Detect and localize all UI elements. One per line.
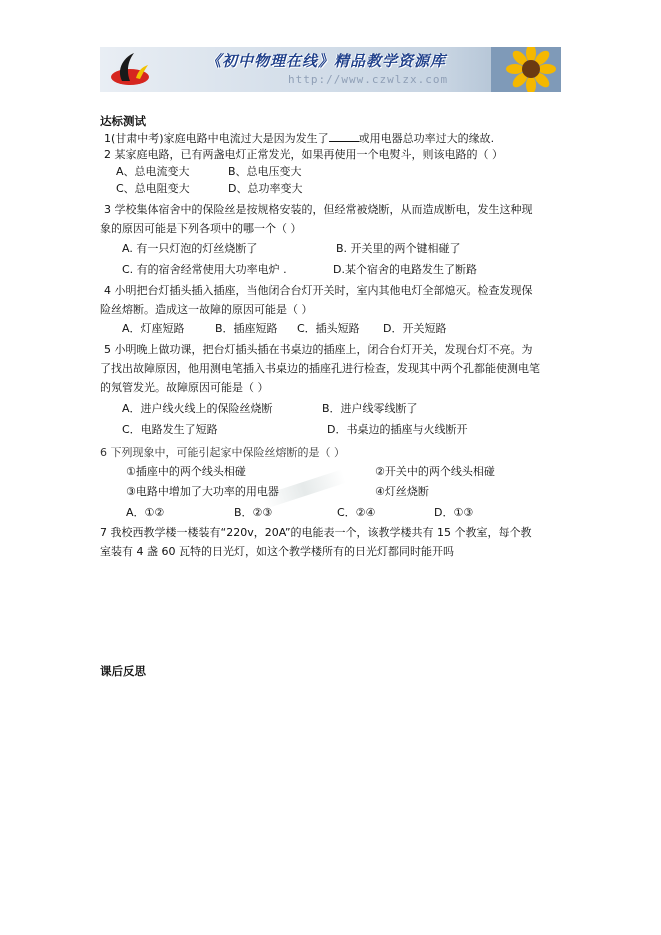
q3-option-a: A. 有一只灯泡的灯丝烧断了 xyxy=(122,242,258,255)
q2-option-d: D、总功率变大 xyxy=(228,182,303,195)
question-3-line-1: 3 学校集体宿舍中的保险丝是按规格安装的，但经常被烧断，从而造成断电，发生这种现 xyxy=(104,203,533,216)
question-6-stem: 6 下列现象中，可能引起家中保险丝熔断的是（ ） xyxy=(100,446,345,459)
q1-answer-blank xyxy=(329,131,359,142)
question-5-line-3: 的氖管发光。故障原因可能是（ ） xyxy=(100,381,269,394)
question-7-line-1: 7 我校西教学楼一楼装有“220v，20A”的电能表一个，该教学楼共有 15 个教室，每个教 xyxy=(100,526,532,539)
header-banner xyxy=(100,47,561,92)
q3-option-c: C. 有的宿舍经常使用大功率电炉 . xyxy=(122,263,287,276)
q1-text-after: 或用电器总功率过大的缘故. xyxy=(358,132,495,145)
banner-url: http://www.czwlzx.com xyxy=(288,73,449,86)
q3-option-d: D.某个宿舍的电路发生了断路 xyxy=(333,263,477,276)
q5-option-a: A．进户线火线上的保险丝烧断 xyxy=(122,402,273,415)
q1-text-before: 1(甘肃中考)家庭电路中电流过大是因为发生了 xyxy=(104,132,329,145)
banner-title: 《初中物理在线》精品教学资源库 xyxy=(206,52,447,70)
question-3-line-2: 象的原因可能是下列各项中的哪一个（ ） xyxy=(100,222,302,235)
q5-option-b: B．进户线零线断了 xyxy=(322,402,418,415)
q6-option-c: C．②④ xyxy=(337,506,376,519)
q2-option-a: A、总电流变大 xyxy=(116,165,190,178)
question-4-line-1: 4 小明把台灯插头插入插座，当他闭合台灯开关时，室内其他电灯全部熄灭。检查发现保 xyxy=(104,284,533,297)
logo-icon xyxy=(106,51,150,89)
question-2-stem: 2 某家庭电路，已有两盏电灯正常发光，如果再使用一个电熨斗，则该电路的（ ） xyxy=(104,148,503,161)
q4-option-b: B．插座短路 xyxy=(215,322,278,335)
q6-option-d: D．①③ xyxy=(434,506,474,519)
question-5-line-2: 了找出故障原因，他用测电笔插入书桌边的插座孔进行检查，发现其中两个孔都能使测电笔 xyxy=(100,362,540,375)
q4-option-a: A．灯座短路 xyxy=(122,322,185,335)
q6-item-4: ④灯丝烧断 xyxy=(375,485,429,498)
q6-item-3: ③电路中增加了大功率的用电器 xyxy=(126,485,279,498)
question-5-line-1: 5 小明晚上做功课，把台灯插头插在书桌边的插座上，闭合台灯开关，发现台灯不亮。为 xyxy=(104,343,533,356)
q2-option-b: B、总电压变大 xyxy=(228,165,302,178)
q4-option-c: C．插头短路 xyxy=(297,322,360,335)
question-1 xyxy=(104,131,494,146)
sunflower-icon xyxy=(491,47,561,92)
section-heading-reflection: 课后反思 xyxy=(100,664,146,678)
q2-option-c: C、总电阻变大 xyxy=(116,182,190,195)
question-7-line-2: 室装有 4 盏 60 瓦特的日光灯，如这个教学楼所有的日光灯都同时能开吗 xyxy=(100,545,454,558)
q6-option-b: B．②③ xyxy=(234,506,273,519)
q6-item-2: ②开关中的两个线头相碰 xyxy=(375,465,495,478)
q6-item-1: ①插座中的两个线头相碰 xyxy=(126,465,246,478)
q5-option-d: D．书桌边的插座与火线断开 xyxy=(327,423,468,436)
q3-option-b: B. 开关里的两个键相碰了 xyxy=(336,242,461,255)
question-4-line-2: 险丝熔断。造成这一故障的原因可能是（ ） xyxy=(100,303,313,316)
q4-option-d: D．开关短路 xyxy=(383,322,447,335)
q5-option-c: C．电路发生了短路 xyxy=(122,423,218,436)
q6-option-a: A．①② xyxy=(126,506,165,519)
section-heading-test: 达标测试 xyxy=(100,114,146,128)
